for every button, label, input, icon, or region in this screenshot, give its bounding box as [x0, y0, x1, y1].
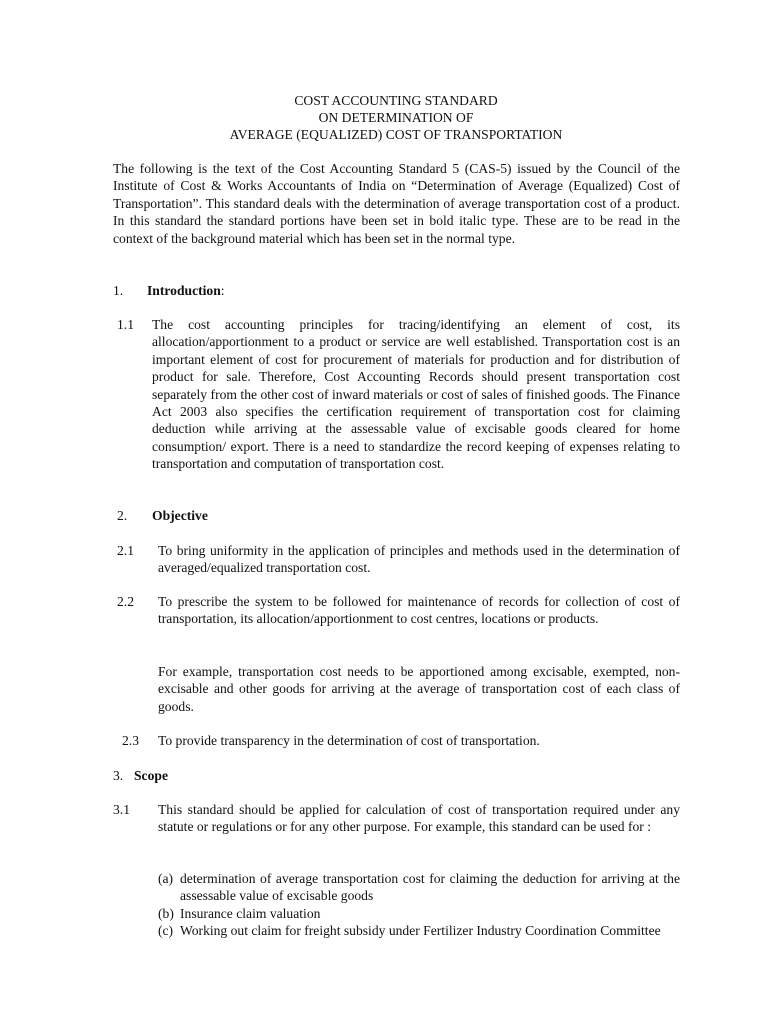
- para-2-3-number: 2.3: [122, 733, 139, 748]
- list-item-b-label: (b): [158, 906, 174, 921]
- para-1-1-text: The cost accounting principles for tracing/identifying an element of cost, its allocation/apportionment to a product or service are well established. Transportation cost is an important element of cost for procurement of materials for production and for distribution of product for sale. Therefore, Cost Accounting Records should present transportation cost separately from the other cost of inward materials or cost of sales of finished goods. The Finance Act 2003 also specifies the certification requirement of transportation cost for claiming deduction while arriving at the assessable value of excisable goods cleared for home consumption/ export. There is a need to standardize the record keeping of expenses relating to transportation and computation of transportation cost.: [152, 317, 680, 472]
- list-item-c-text: Working out claim for freight subsidy under Fertilizer Industry Coordination Committee: [180, 923, 661, 938]
- section-1-heading-text: Introduction: [147, 283, 221, 298]
- section-2-heading: Objective: [152, 508, 208, 523]
- title-line-3: AVERAGE (EQUALIZED) COST OF TRANSPORTATION: [229, 127, 563, 142]
- para-2-1-text: To bring uniformity in the application of principles and methods used in the determination of averaged/equalized transportation cost.: [158, 543, 680, 576]
- list-item-c-label: (c): [158, 923, 174, 938]
- section-2-number: 2.: [117, 508, 128, 523]
- title-line-1: COST ACCOUNTING STANDARD: [294, 93, 498, 108]
- section-1-number: 1.: [113, 283, 124, 298]
- list-item-a-text: determination of average transportation cost for claiming the deduction for arriving at the assessable value of excisable goods: [180, 871, 680, 904]
- para-3-1-text: This standard should be applied for calculation of cost of transportation required under any statute or regulations or for any other purpose. For example, this standard can be used for :: [158, 802, 680, 835]
- para-2-2-number: 2.2: [117, 594, 134, 609]
- intro-paragraph: The following is the text of the Cost Accounting Standard 5 (CAS-5) issued by the Council of the Institute of Cost & Works Accountants of India on “Determination of Average (Equalized) Cost of Transportation”. This standard deals with the determination of average transportation cost of a product. In this standard the standard portions have been set in bold italic type. These are to be read in the context of the background material which has been set in the normal type.: [113, 161, 680, 246]
- para-2-3-text: To provide transparency in the determination of cost of transportation.: [158, 733, 540, 748]
- list-item-a-label: (a): [158, 871, 174, 886]
- section-3-number: 3.: [113, 768, 124, 783]
- para-1-1-number: 1.1: [117, 317, 134, 332]
- para-2-2-text: To prescribe the system to be followed for maintenance of records for collection of cost of transportation, its allocation/apportionment to cost centres, locations or products.: [158, 594, 680, 627]
- list-item-b-text: Insurance claim valuation: [180, 906, 321, 921]
- para-2-2-example: For example, transportation cost needs to be apportioned among excisable, exempted, non-excisable and other goods for arriving at the average of transportation cost of each class of goods.: [158, 664, 680, 714]
- section-1-heading: [147, 282, 225, 299]
- section-1-heading-colon: :: [220, 283, 225, 298]
- para-2-1-number: 2.1: [117, 543, 134, 558]
- section-3-heading: Scope: [134, 768, 168, 783]
- title-line-2: ON DETERMINATION OF: [318, 110, 474, 125]
- para-3-1-number: 3.1: [113, 802, 130, 817]
